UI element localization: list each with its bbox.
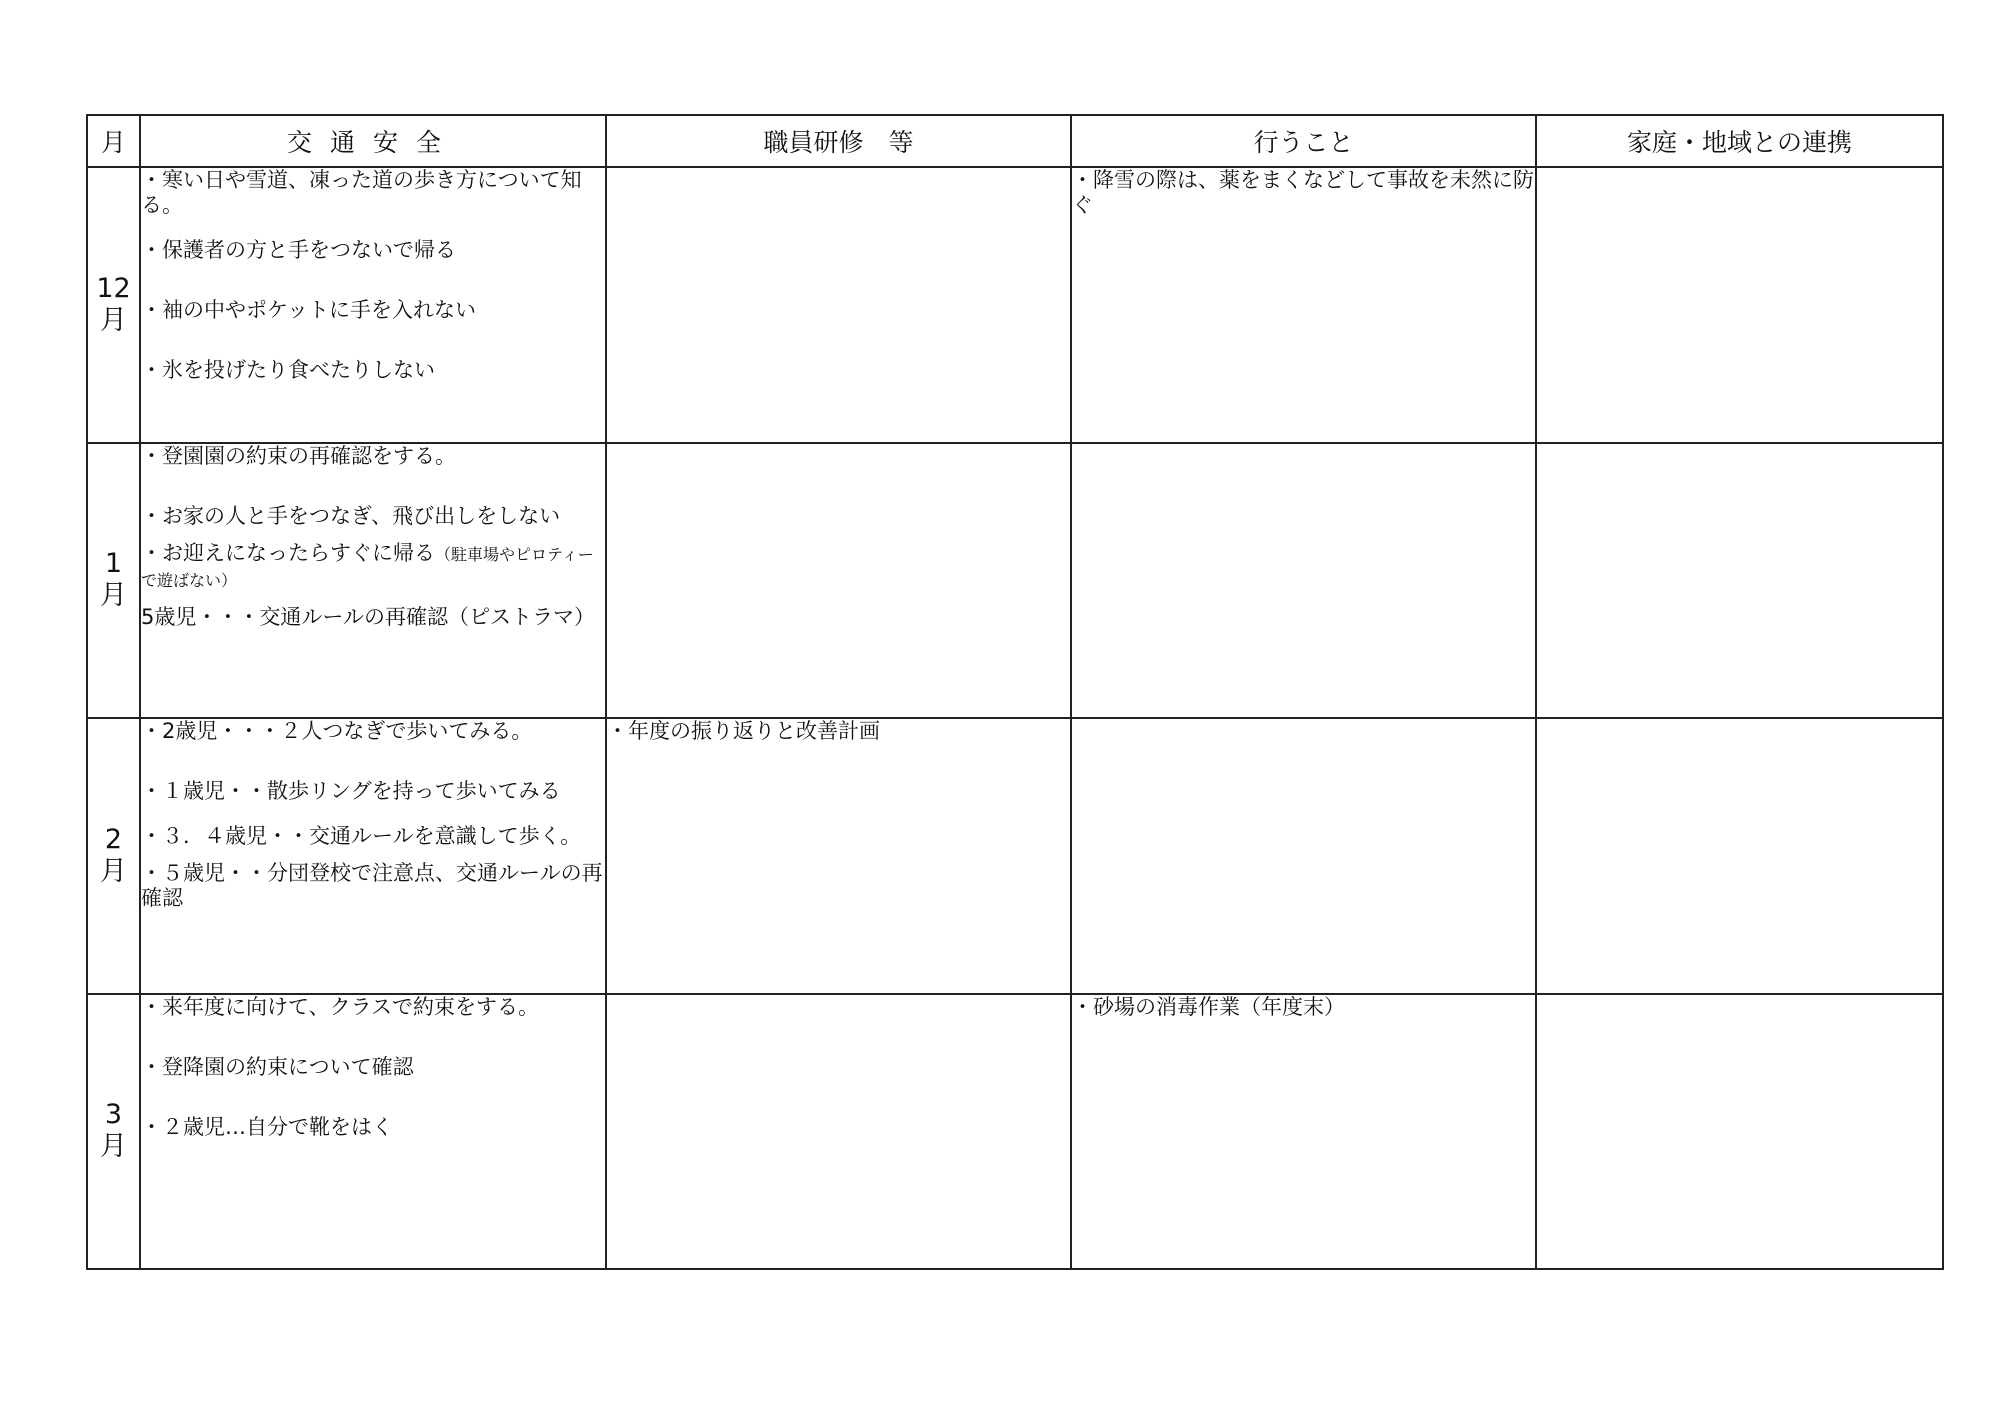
header-family-community: 家庭・地域との連携 (1536, 115, 1943, 167)
staff-training-cell (606, 718, 1071, 994)
staff-training-cell (606, 443, 1071, 719)
list-item-text: お迎えになったらすぐに帰る (162, 540, 435, 565)
list-item: ・ 登降園の約束について確認 (141, 1055, 605, 1080)
list-item: ・ 砂場の消毒作業（年度末） (1072, 995, 1535, 1020)
monthly-plan-table (86, 114, 1944, 1270)
traffic-safety-cell (140, 443, 606, 719)
list-item: ・ 来年度に向けて、クラスで約束をする。 (141, 995, 605, 1020)
month-number: 3 (104, 1099, 123, 1131)
row-february (87, 718, 1943, 994)
actions-cell (1071, 994, 1536, 1270)
month-cell (87, 718, 140, 994)
list-item: ・ ２歳児…自分で靴をはく (141, 1115, 605, 1140)
list-item: 5歳児・・・交通ルールの再確認（ピストラマ） (141, 604, 595, 629)
list-item: ・ 年度の振り返りと改善計画 (607, 719, 1070, 744)
family-community-cell (1536, 443, 1943, 719)
month-unit: 月 (100, 1131, 127, 1163)
month-cell (87, 994, 140, 1270)
list-item: ・ 寒い日や雪道、凍った道の歩き方について知る。 (141, 168, 605, 218)
traffic-safety-cell (140, 994, 606, 1270)
header-staff-training: 職員研修 等 (606, 115, 1071, 167)
list-item: ・ 降雪の際は、薬をまくなどして事故を未然に防ぐ (1072, 168, 1535, 218)
list-item: ・ 袖の中やポケットに手を入れない (141, 298, 605, 323)
family-community-cell (1536, 718, 1943, 994)
month-unit: 月 (100, 304, 127, 336)
actions-cell (1071, 718, 1536, 994)
list-item: ・ 登園園の約束の再確認をする。 (141, 444, 605, 469)
row-march (87, 994, 1943, 1270)
traffic-safety-cell (140, 167, 606, 443)
actions-cell (1071, 443, 1536, 719)
list-item: ・ 氷を投げたり食べたりしない (141, 358, 605, 383)
month-number: 2 (104, 823, 123, 855)
header-traffic-safety: 交通安全 (140, 115, 606, 167)
list-item: ・ ５歳児・・分団登校で注意点、交通ルールの再確認 (141, 861, 605, 911)
month-number: 12 (96, 272, 131, 304)
month-cell (87, 167, 140, 443)
staff-training-cell (606, 994, 1071, 1270)
list-item (141, 541, 605, 593)
header-row (87, 115, 1943, 167)
list-item: ・ 2歳児・・・２人つなぎで歩いてみる。 (141, 719, 605, 744)
list-item: ・ １歳児・・散歩リングを持って歩いてみる (141, 779, 605, 804)
month-number: 1 (104, 548, 123, 580)
header-month: 月 (87, 115, 140, 167)
month-unit: 月 (100, 855, 127, 887)
row-january (87, 443, 1943, 719)
list-item: ・ ３．４歳児・・交通ルールを意識して歩く。 (141, 824, 605, 849)
month-cell (87, 443, 140, 719)
family-community-cell (1536, 167, 1943, 443)
row-december (87, 167, 1943, 443)
month-unit: 月 (100, 580, 127, 612)
actions-cell (1071, 167, 1536, 443)
family-community-cell (1536, 994, 1943, 1270)
list-item: ・ お家の人と手をつなぎ、飛び出しをしない (141, 504, 605, 529)
list-item-note: （駐車場やピロティーで遊ばない） (141, 544, 594, 590)
traffic-safety-cell (140, 718, 606, 994)
header-actions: 行うこと (1071, 115, 1536, 167)
staff-training-cell (606, 167, 1071, 443)
list-item: ・ 保護者の方と手をつないで帰る (141, 238, 605, 263)
